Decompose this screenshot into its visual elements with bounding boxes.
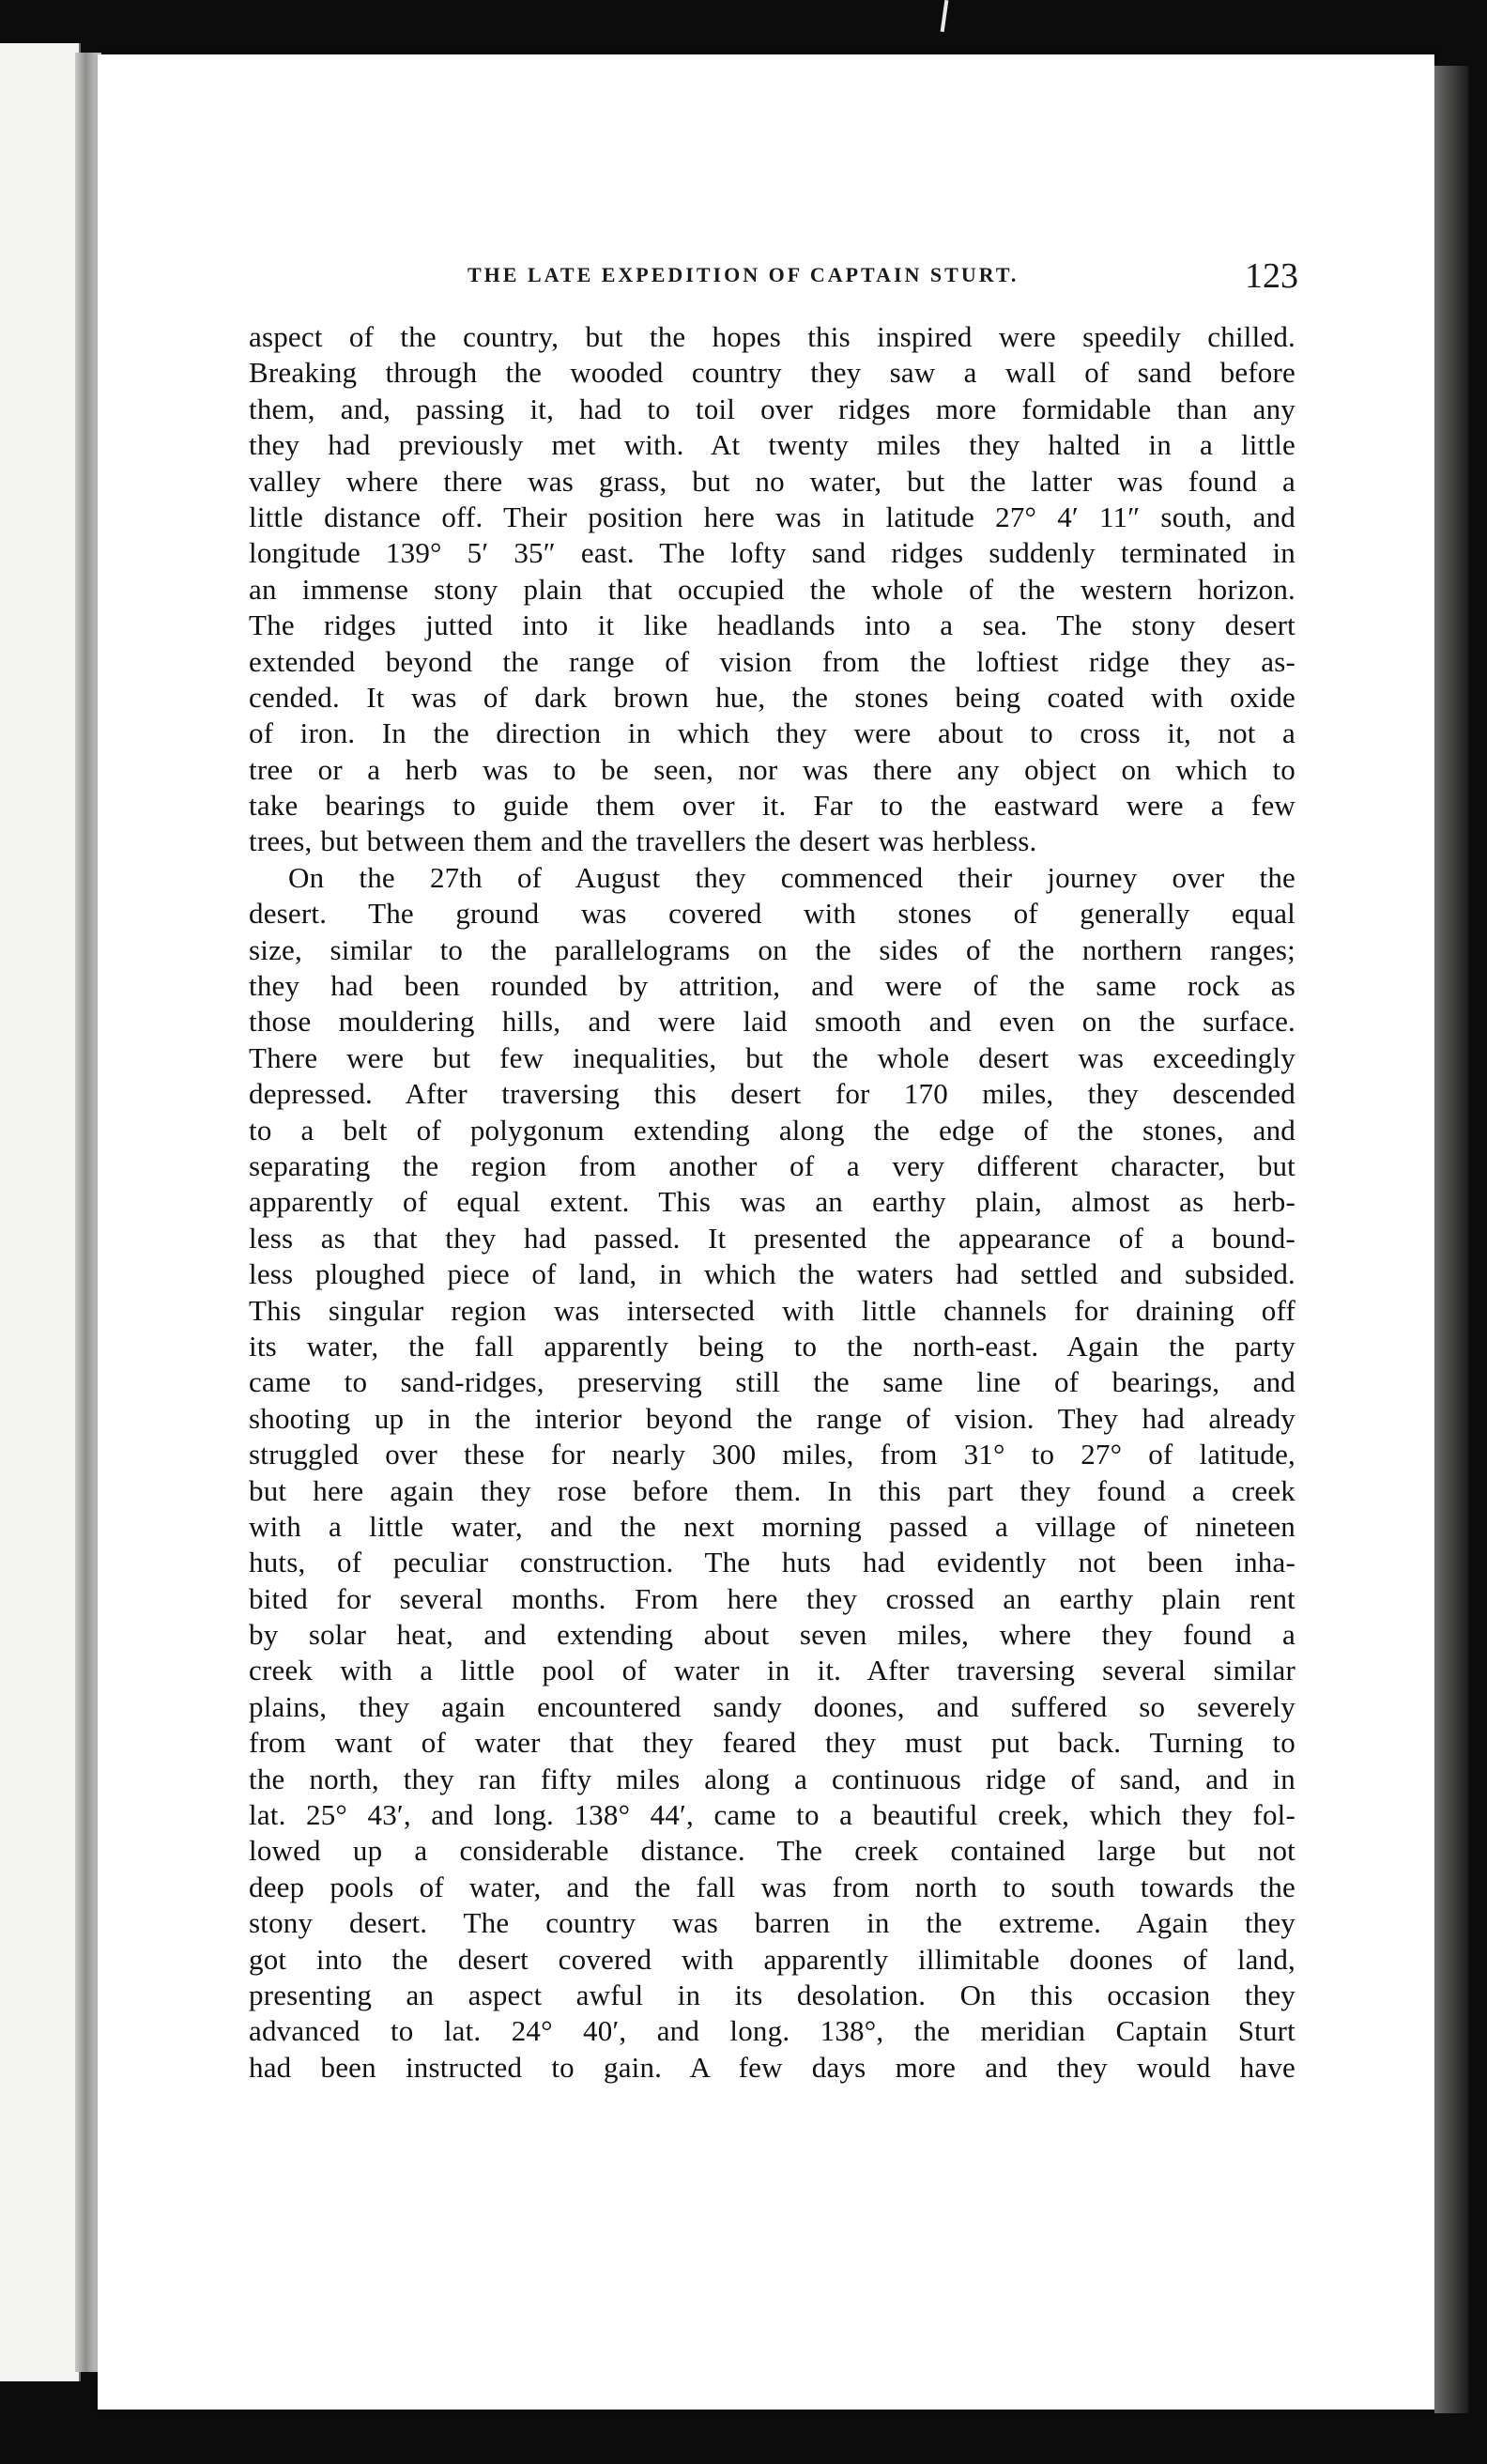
text-line: but here again they rose before them. In this part they found a creek [249,1473,1295,1507]
text-line: Breaking through the wooded country they saw a wall of sand before [249,356,1295,390]
body-text [249,319,1295,2086]
text-line: they had been rounded by attrition, and were of the same rock as [249,969,1295,1003]
text-line: huts, of peculiar construction. The huts had evidently not been inha- [249,1546,1295,1579]
text-line: they had previously met with. At twenty miles they halted in a little [249,428,1295,462]
facing-page-edge [0,43,81,2381]
text-line: from want of water that they feared they must put back. Turning to [249,1726,1295,1760]
text-line: apparently of equal extent. This was an earthy plain, almost as herb- [249,1185,1295,1219]
text-line: plains, they again encountered sandy doones, and suffered so severely [249,1689,1295,1723]
text-line: separating the region from another of a very different character, but [249,1148,1295,1182]
text-line: came to sand-ridges, preserving still the same line of bearings, and [249,1365,1295,1399]
text-line: creek with a little pool of water in it. After traversing several similar [249,1654,1295,1687]
page-number: 123 [1245,256,1298,296]
text-line: size, similar to the parallelograms on the sides of the northern ranges; [249,932,1295,966]
text-line: of iron. In the direction in which they were about to cross it, not a [249,716,1295,750]
page-stack-edge [1434,66,1468,2413]
text-line: lat. 25° 43′, and long. 138° 44′, came to a beautiful creek, which they fol- [249,1798,1295,1832]
text-line: less as that they had passed. It presented the appearance of a bound- [249,1221,1295,1255]
text-line: longitude 139° 5′ 35″ east. The lofty sand ridges suddenly terminated in [249,536,1295,570]
text-line: the north, they ran fifty miles along a continuous ridge of sand, and in [249,1762,1295,1795]
text-line: desert. The ground was covered with stones of generally equal [249,897,1295,931]
scan-artifact-mark [941,0,949,32]
text-line: got into the desert covered with apparently illimitable doones of land, [249,1942,1295,1976]
text-line: bited for several months. From here they crossed an earthy plain rent [249,1581,1295,1615]
text-line: by solar heat, and extending about seven miles, where they found a [249,1618,1295,1652]
text-line: with a little water, and the next morning passed a village of nineteen [249,1509,1295,1543]
text-line: them, and, passing it, had to toil over ridges more formidable than any [249,392,1295,425]
text-line: presenting an aspect awful in its desolation. On this occasion they [249,1978,1295,2011]
text-line: an immense stony plain that occupied the whole of the western horizon. [249,572,1295,606]
text-line: deep pools of water, and the fall was from north to south towards the [249,1870,1295,1903]
text-line: advanced to lat. 24° 40′, and long. 138°, the meridian Captain Sturt [249,2014,1295,2048]
running-head [366,256,1305,300]
text-line: extended beyond the range of vision from the loftiest ridge they as- [249,644,1295,678]
text-line: There were but few inequalities, but the whole desert was exceedingly [249,1040,1295,1074]
text-line: little distance off. Their position here was in latitude 27° 4′ 11″ south, and [249,500,1295,533]
text-line: less ploughed piece of land, in which the waters had settled and subsided. [249,1257,1295,1291]
text-line: trees, but between them and the travellers the desert was herbless. [249,824,1037,858]
text-line: tree or a herb was to be seen, nor was there any object on which to [249,752,1295,786]
text-line: its water, the fall apparently being to the north-east. Again the party [249,1329,1295,1363]
paragraph-first-line: On the 27th of August they commenced their journey over the [288,860,1295,894]
running-head-title: THE LATE EXPEDITION OF CAPTAIN STURT. [468,263,1019,286]
text-line: struggled over these for nearly 300 miles, from 31° to 27° of latitude, [249,1438,1295,1471]
text-line: depressed. After traversing this desert for 170 miles, they descended [249,1077,1295,1111]
text-line: cended. It was of dark brown hue, the stones being coated with oxide [249,680,1295,714]
text-line: valley where there was grass, but no water, but the latter was found a [249,464,1295,498]
text-line: This singular region was intersected with little channels for draining off [249,1293,1295,1327]
text-line: those mouldering hills, and were laid smooth and even on the surface. [249,1005,1295,1039]
text-line: shooting up in the interior beyond the range of vision. They had already [249,1401,1295,1435]
text-line: take bearings to guide them over it. Far to the eastward were a few [249,789,1295,823]
text-line: The ridges jutted into it like headlands into a sea. The stony desert [249,608,1295,642]
text-line: aspect of the country, but the hopes this inspired were speedily chilled. [249,320,1295,353]
text-line: to a belt of polygonum extending along the edge of the stones, and [249,1113,1295,1147]
text-line: lowed up a considerable distance. The creek contained large but not [249,1834,1295,1868]
text-line: had been instructed to gain. A few days more and they would have [249,2050,1295,2084]
text-line: stony desert. The country was barren in the extreme. Again they [249,1906,1295,1940]
